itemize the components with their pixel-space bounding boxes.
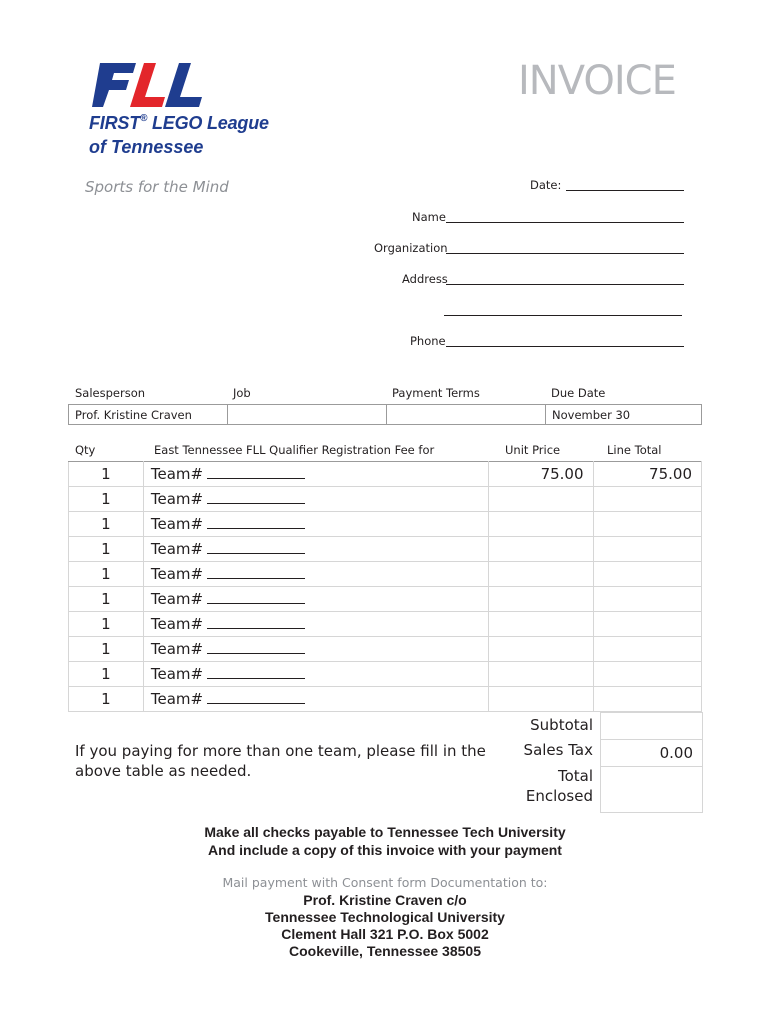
qty-cell: 1 — [69, 612, 144, 637]
team-cell[interactable] — [143, 512, 488, 537]
date-label: Date: — [530, 178, 562, 192]
team-cell[interactable] — [143, 462, 488, 487]
line-total-cell[interactable] — [593, 487, 701, 512]
team-number-field[interactable] — [207, 591, 305, 604]
team-number-field[interactable] — [207, 641, 305, 654]
checks-payable-line: Make all checks payable to Tennessee Tech University — [204, 824, 566, 840]
team-label: Team# — [150, 615, 204, 633]
team-cell[interactable] — [143, 612, 488, 637]
fll-logo — [92, 60, 207, 110]
qty-header: Qty — [75, 443, 96, 457]
team-label: Team# — [150, 540, 204, 558]
team-label: Team# — [150, 590, 204, 608]
team-number-field[interactable] — [207, 566, 305, 579]
team-cell[interactable] — [143, 662, 488, 687]
unit-price-cell[interactable] — [488, 662, 593, 687]
sales-tax-label: Sales Tax — [523, 741, 593, 759]
table-row — [69, 687, 702, 712]
subtotal-value[interactable] — [601, 713, 703, 740]
line-total-cell[interactable] — [593, 562, 701, 587]
team-number-field[interactable] — [207, 666, 305, 679]
team-number-field[interactable] — [207, 691, 305, 704]
mail-payment-note: Mail payment with Consent form Documentation to: — [222, 875, 548, 890]
table-row — [601, 740, 703, 767]
qty-cell: 1 — [69, 512, 144, 537]
unit-price-cell[interactable] — [488, 587, 593, 612]
team-label: Team# — [150, 565, 204, 583]
unit-price-cell[interactable] — [488, 687, 593, 712]
unit-price-cell[interactable] — [488, 487, 593, 512]
qty-cell: 1 — [69, 487, 144, 512]
unit-price-header: Unit Price — [505, 443, 561, 457]
table-row — [69, 537, 702, 562]
table-row — [69, 462, 702, 487]
line-total-cell[interactable] — [593, 662, 701, 687]
salesperson-cell: Prof. Kristine Craven — [69, 405, 228, 425]
organization-label: Organization — [374, 241, 448, 255]
unit-price-cell[interactable] — [488, 637, 593, 662]
name-label: Name — [412, 210, 446, 224]
address-line-1: Prof. Kristine Craven c/o — [303, 892, 467, 908]
qty-cell: 1 — [69, 662, 144, 687]
table-row — [69, 662, 702, 687]
multiple-teams-note: If you paying for more than one team, please fill in the above table as needed. — [75, 742, 486, 780]
job-cell[interactable] — [228, 405, 387, 425]
line-total-cell[interactable] — [593, 612, 701, 637]
team-label: Team# — [150, 665, 204, 683]
tagline: Sports for the Mind — [85, 178, 229, 196]
table-row — [69, 587, 702, 612]
table-row — [601, 767, 703, 813]
date-field[interactable] — [566, 190, 684, 191]
team-number-field[interactable] — [207, 516, 305, 529]
phone-label: Phone — [410, 334, 446, 348]
table-row — [601, 713, 703, 740]
team-label: Team# — [150, 515, 204, 533]
unit-price-cell[interactable] — [488, 512, 593, 537]
table-row — [69, 612, 702, 637]
address-field-line2[interactable] — [444, 315, 682, 316]
description-header: East Tennessee FLL Qualifier Registration Fee for — [154, 443, 435, 457]
team-number-field[interactable] — [207, 541, 305, 554]
org-name-line2: of Tennessee — [89, 137, 204, 157]
team-cell[interactable] — [143, 687, 488, 712]
qty-cell: 1 — [69, 637, 144, 662]
job-table — [68, 404, 702, 425]
organization-field[interactable] — [446, 253, 684, 254]
qty-cell: 1 — [69, 687, 144, 712]
line-total-cell[interactable] — [593, 512, 701, 537]
total-enclosed-value[interactable] — [601, 767, 703, 813]
team-cell[interactable] — [143, 487, 488, 512]
address-line-2: Tennessee Technological University — [265, 909, 505, 925]
items-table — [68, 461, 702, 712]
address-label: Address — [402, 272, 448, 286]
table-row — [69, 512, 702, 537]
team-number-field[interactable] — [207, 466, 305, 479]
payment-terms-header: Payment Terms — [392, 386, 480, 400]
due-date-cell: November 30 — [546, 405, 702, 425]
totals-table — [600, 712, 703, 813]
qty-cell: 1 — [69, 462, 144, 487]
unit-price-cell[interactable] — [488, 612, 593, 637]
unit-price-cell[interactable] — [488, 537, 593, 562]
table-row — [69, 562, 702, 587]
table-row — [69, 487, 702, 512]
unit-price-cell[interactable]: 75.00 — [488, 462, 593, 487]
team-label: Team# — [150, 690, 204, 708]
total-enclosed-label: Total Enclosed — [525, 767, 593, 805]
address-line-4: Cookeville, Tennessee 38505 — [289, 943, 481, 959]
line-total-cell[interactable] — [593, 687, 701, 712]
subtotal-label: Subtotal — [530, 716, 593, 734]
team-number-field[interactable] — [207, 491, 305, 504]
team-label: Team# — [150, 640, 204, 658]
qty-cell: 1 — [69, 587, 144, 612]
table-row — [69, 637, 702, 662]
line-total-cell[interactable] — [593, 637, 701, 662]
line-total-header: Line Total — [607, 443, 662, 457]
line-total-cell[interactable]: 75.00 — [593, 462, 701, 487]
phone-field[interactable] — [446, 346, 684, 347]
include-copy-line: And include a copy of this invoice with your payment — [208, 842, 562, 858]
team-cell[interactable] — [143, 587, 488, 612]
sales-tax-value: 0.00 — [601, 740, 703, 767]
team-cell[interactable] — [143, 537, 488, 562]
team-label: Team# — [150, 490, 204, 508]
name-field[interactable] — [446, 222, 684, 223]
payment-terms-cell[interactable] — [387, 405, 546, 425]
qty-cell: 1 — [69, 537, 144, 562]
job-header: Job — [233, 386, 251, 400]
team-cell[interactable] — [143, 637, 488, 662]
address-field[interactable] — [446, 284, 684, 285]
due-date-header: Due Date — [551, 386, 606, 400]
table-row — [69, 405, 702, 425]
address-line-3: Clement Hall 321 P.O. Box 5002 — [281, 926, 489, 942]
line-total-cell[interactable] — [593, 537, 701, 562]
unit-price-cell[interactable] — [488, 562, 593, 587]
line-total-cell[interactable] — [593, 587, 701, 612]
team-cell[interactable] — [143, 562, 488, 587]
qty-cell: 1 — [69, 562, 144, 587]
salesperson-header: Salesperson — [75, 386, 146, 400]
invoice-title: INVOICE — [518, 58, 676, 104]
team-label: Team# — [150, 465, 204, 483]
org-name-line1: FIRST® LEGO League — [89, 113, 269, 133]
team-number-field[interactable] — [207, 616, 305, 629]
